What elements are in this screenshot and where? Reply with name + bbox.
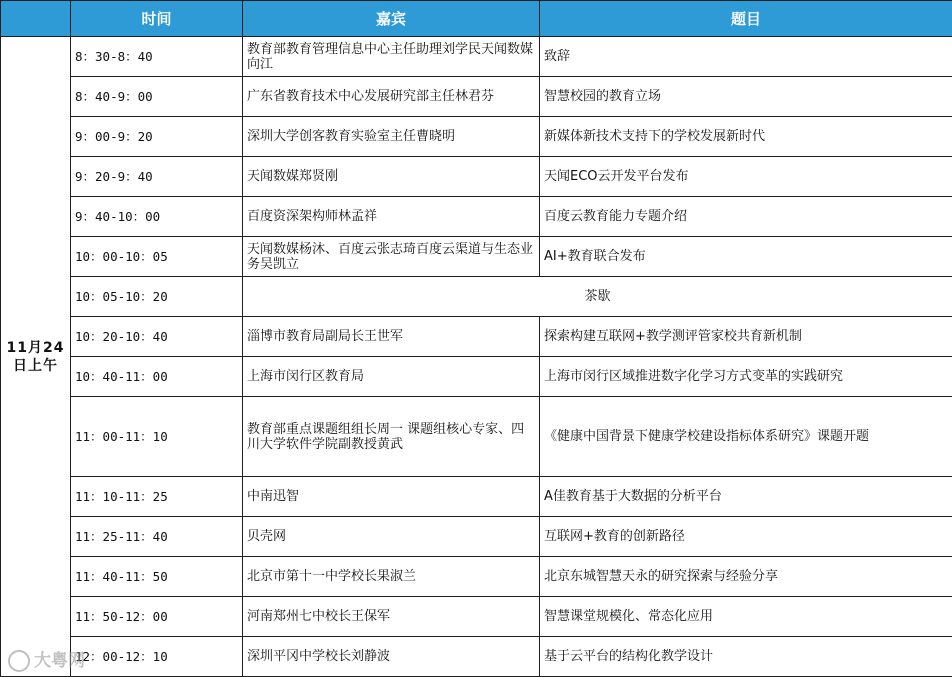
guest-cell: 天闻数媒郑贤刚 (243, 157, 540, 197)
schedule-row (1, 357, 952, 397)
time-cell: 11：10-11：25 (71, 477, 243, 517)
time-cell: 12：00-12：10 (71, 637, 243, 677)
topic-cell: 探索构建互联网+教学测评管家校共育新机制 (540, 317, 952, 357)
guest-cell: 天闻数媒杨沐、百度云张志琦百度云渠道与生态业务吴凯立 (243, 237, 540, 277)
guest-cell: 淄博市教育局副局长王世军 (243, 317, 540, 357)
guest-cell: 北京市第十一中学校长果淑兰 (243, 557, 540, 597)
topic-cell: 智慧校园的教育立场 (540, 77, 952, 117)
schedule-row (1, 237, 952, 277)
time-cell: 9：00-9：20 (71, 117, 243, 157)
guest-cell: 深圳平冈中学校长刘静波 (243, 637, 540, 677)
time-cell: 11：25-11：40 (71, 517, 243, 557)
schedule-row (1, 197, 952, 237)
schedule-row (1, 597, 952, 637)
topic-cell: A佳教育基于大数据的分析平台 (540, 477, 952, 517)
schedule-row (1, 477, 952, 517)
time-cell: 9：20-9：40 (71, 157, 243, 197)
time-cell: 8：40-9：00 (71, 77, 243, 117)
schedule-row (1, 557, 952, 597)
topic-cell: 新媒体新技术支持下的学校发展新时代 (540, 117, 952, 157)
schedule-body (1, 37, 952, 677)
schedule-row (1, 77, 952, 117)
guest-cell: 上海市闵行区教育局 (243, 357, 540, 397)
guest-cell: 广东省教育技术中心发展研究部主任林君芬 (243, 77, 540, 117)
break-cell: 茶歇 (243, 277, 952, 317)
topic-cell: 智慧课堂规模化、常态化应用 (540, 597, 952, 637)
topic-cell: 《健康中国背景下健康学校建设指标体系研究》课题开题 (540, 397, 952, 477)
time-cell: 10：20-10：40 (71, 317, 243, 357)
topic-cell: 致辞 (540, 37, 952, 77)
day-label: 11月24日上午 (1, 37, 71, 677)
schedule-row (1, 637, 952, 677)
guest-cell: 教育部教育管理信息中心主任助理刘学民天闻数媒向江 (243, 37, 540, 77)
watermark-text: 大粤网 (34, 651, 85, 671)
topic-cell: 基于云平台的结构化教学设计 (540, 637, 952, 677)
guest-cell: 深圳大学创客教育实验室主任曹晓明 (243, 117, 540, 157)
time-cell: 11：00-11：10 (71, 397, 243, 477)
header-guest: 嘉宾 (243, 1, 540, 37)
topic-cell: 北京东城智慧天永的研究探索与经验分享 (540, 557, 952, 597)
schedule-row (1, 317, 952, 357)
schedule-row (1, 117, 952, 157)
guest-cell: 贝壳网 (243, 517, 540, 557)
schedule-row (1, 157, 952, 197)
topic-cell: 百度云教育能力专题介绍 (540, 197, 952, 237)
guest-cell: 河南郑州七中校长王保军 (243, 597, 540, 637)
schedule-row (1, 517, 952, 557)
schedule-row (1, 277, 952, 317)
topic-cell: 上海市闵行区域推进数字化学习方式变革的实践研究 (540, 357, 952, 397)
topic-cell: 天闻ECO云开发平台发布 (540, 157, 952, 197)
time-cell: 8：30-8：40 (71, 37, 243, 77)
schedule-row (1, 397, 952, 477)
header-row (1, 1, 952, 37)
time-cell: 10：05-10：20 (71, 277, 243, 317)
guest-cell: 中南迅智 (243, 477, 540, 517)
time-cell: 11：50-12：00 (71, 597, 243, 637)
header-time: 时间 (71, 1, 243, 37)
guest-cell: 教育部重点课题组组长周一 课题组核心专家、四川大学软件学院副教授黄武 (243, 397, 540, 477)
time-cell: 9：40-10：00 (71, 197, 243, 237)
topic-cell: 互联网+教育的创新路径 (540, 517, 952, 557)
time-cell: 11：40-11：50 (71, 557, 243, 597)
time-cell: 10：00-10：05 (71, 237, 243, 277)
schedule-row (1, 37, 952, 77)
topic-cell: AI+教育联合发布 (540, 237, 952, 277)
guest-cell: 百度资深架构师林孟祥 (243, 197, 540, 237)
header-empty (1, 1, 71, 37)
time-cell: 10：40-11：00 (71, 357, 243, 397)
header-topic: 题目 (540, 1, 952, 37)
